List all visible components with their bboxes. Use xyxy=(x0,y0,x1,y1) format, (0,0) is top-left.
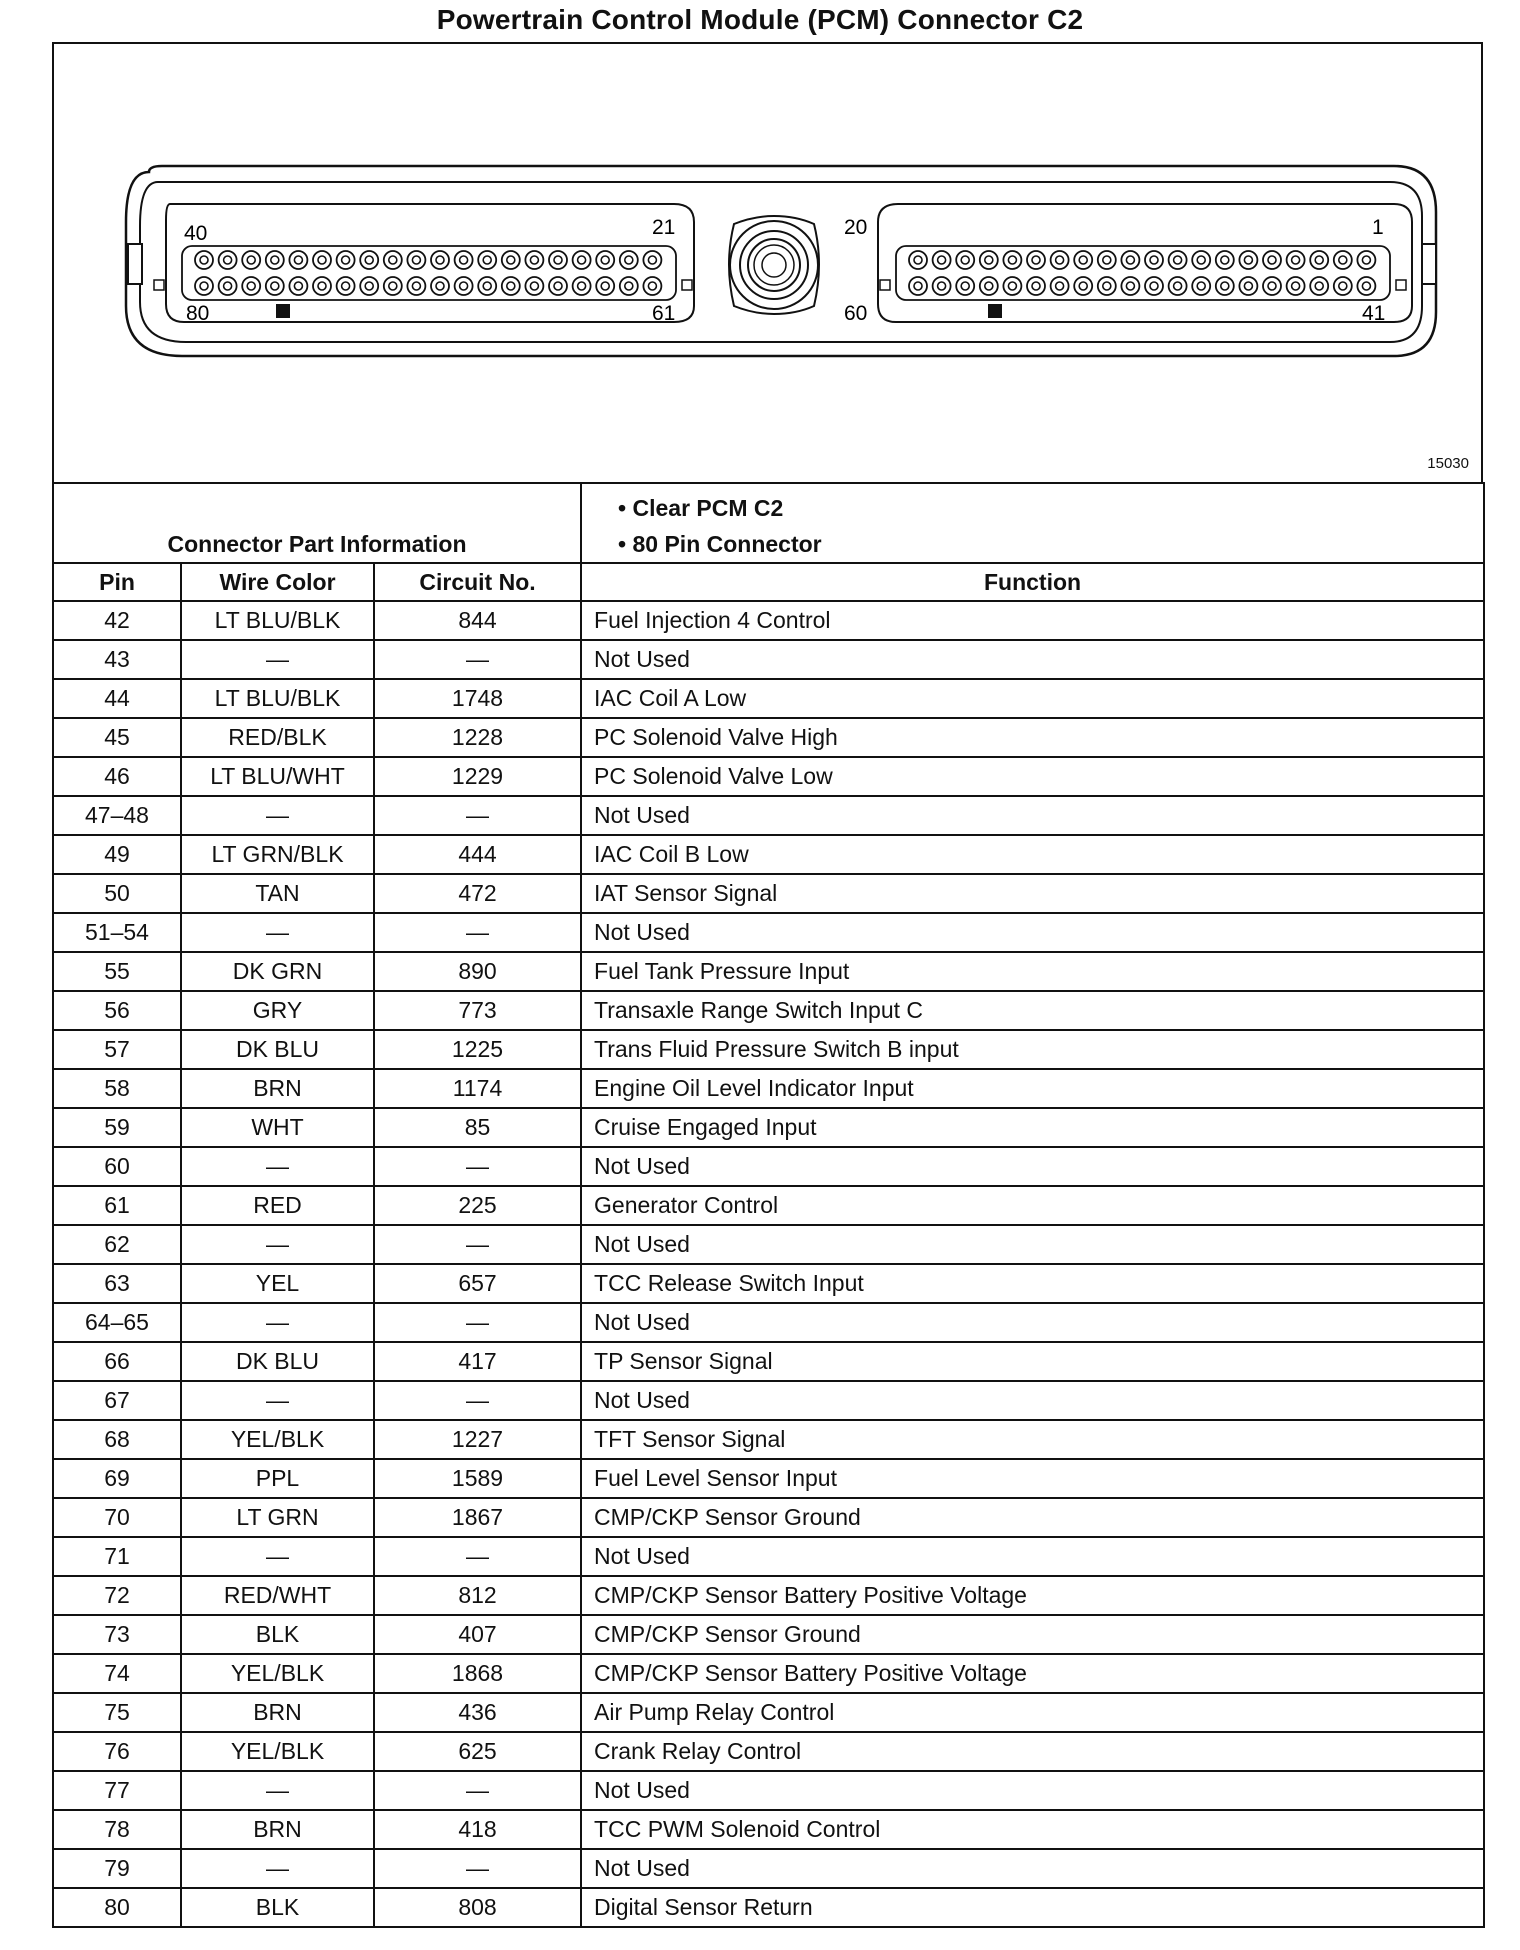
function-cell: CMP/CKP Sensor Battery Positive Voltage xyxy=(581,1654,1484,1693)
circuit-cell: 417 xyxy=(374,1342,581,1381)
table-row xyxy=(53,1069,1484,1108)
wire-color-cell: TAN xyxy=(181,874,374,913)
wire-color-cell: BRN xyxy=(181,1693,374,1732)
pin-label-20: 20 xyxy=(844,216,868,239)
pin-socket xyxy=(289,277,307,295)
function-cell: Cruise Engaged Input xyxy=(581,1108,1484,1147)
circuit-cell: 85 xyxy=(374,1108,581,1147)
pin-cell: 79 xyxy=(53,1849,181,1888)
pin-cell: 63 xyxy=(53,1264,181,1303)
circuit-cell: 1589 xyxy=(374,1459,581,1498)
pin-cell: 80 xyxy=(53,1888,181,1927)
right-latch-tab xyxy=(1422,244,1436,284)
pin-socket xyxy=(620,277,638,295)
function-cell: PC Solenoid Valve High xyxy=(581,718,1484,757)
pin-socket xyxy=(1263,251,1281,269)
function-cell: TCC PWM Solenoid Control xyxy=(581,1810,1484,1849)
pin-socket xyxy=(195,277,213,295)
pin-cell: 74 xyxy=(53,1654,181,1693)
pin-socket xyxy=(384,251,402,269)
center-bolt-ring xyxy=(740,231,808,299)
function-cell: IAC Coil A Low xyxy=(581,679,1484,718)
pin-socket xyxy=(1192,251,1210,269)
pin-cell: 72 xyxy=(53,1576,181,1615)
wire-color-cell: WHT xyxy=(181,1108,374,1147)
function-cell: Fuel Level Sensor Input xyxy=(581,1459,1484,1498)
circuit-cell: 844 xyxy=(374,601,581,640)
wire-color-cell: PPL xyxy=(181,1459,374,1498)
table-row xyxy=(53,952,1484,991)
table-row xyxy=(53,1264,1484,1303)
pin-cell: 70 xyxy=(53,1498,181,1537)
function-cell: PC Solenoid Valve Low xyxy=(581,757,1484,796)
table-row xyxy=(53,1186,1484,1225)
circuit-cell: — xyxy=(374,1381,581,1420)
function-cell: Trans Fluid Pressure Switch B input xyxy=(581,1030,1484,1069)
wire-color-cell: — xyxy=(181,1381,374,1420)
pin-cell: 51–54 xyxy=(53,913,181,952)
wire-color-cell: — xyxy=(181,1147,374,1186)
left-key-small-square-2 xyxy=(682,280,692,290)
pin-socket xyxy=(909,251,927,269)
function-cell: Not Used xyxy=(581,913,1484,952)
wire-color-cell: BRN xyxy=(181,1069,374,1108)
circuit-cell: — xyxy=(374,1303,581,1342)
pin-socket xyxy=(1334,251,1352,269)
wire-color-cell: — xyxy=(181,1849,374,1888)
circuit-cell: 812 xyxy=(374,1576,581,1615)
function-cell: Transaxle Range Switch Input C xyxy=(581,991,1484,1030)
pin-socket xyxy=(1145,251,1163,269)
pin-socket xyxy=(1051,251,1069,269)
left-pin-grid xyxy=(195,251,661,295)
function-cell: Fuel Tank Pressure Input xyxy=(581,952,1484,991)
pin-socket xyxy=(525,251,543,269)
wire-color-cell: LT GRN/BLK xyxy=(181,835,374,874)
function-cell: Not Used xyxy=(581,1849,1484,1888)
pin-socket xyxy=(1074,251,1092,269)
function-cell: Not Used xyxy=(581,1303,1484,1342)
bullet-item: • 80 Pin Connector xyxy=(618,531,822,557)
pin-socket xyxy=(219,277,237,295)
circuit-cell: 657 xyxy=(374,1264,581,1303)
pin-socket xyxy=(596,277,614,295)
circuit-cell: — xyxy=(374,1147,581,1186)
pin-socket xyxy=(1003,251,1021,269)
pin-cell: 62 xyxy=(53,1225,181,1264)
table-row xyxy=(53,913,1484,952)
wire-color-cell: RED/BLK xyxy=(181,718,374,757)
pin-label-40: 40 xyxy=(184,222,208,245)
function-cell: CMP/CKP Sensor Battery Positive Voltage xyxy=(581,1576,1484,1615)
function-cell: Not Used xyxy=(581,1537,1484,1576)
pin-label-41: 41 xyxy=(1362,302,1386,325)
pin-socket xyxy=(242,277,260,295)
wire-color-cell: — xyxy=(181,1225,374,1264)
pin-cell: 73 xyxy=(53,1615,181,1654)
pin-socket xyxy=(337,277,355,295)
pin-cell: 78 xyxy=(53,1810,181,1849)
right-index-marker xyxy=(988,304,1002,318)
function-cell: Engine Oil Level Indicator Input xyxy=(581,1069,1484,1108)
table-row xyxy=(53,874,1484,913)
pin-socket xyxy=(266,277,284,295)
table-row xyxy=(53,757,1484,796)
pin-socket xyxy=(1334,277,1352,295)
pin-socket xyxy=(933,277,951,295)
right-key-small-square xyxy=(880,280,890,290)
table-row xyxy=(53,1849,1484,1888)
table-row xyxy=(53,1654,1484,1693)
function-cell: CMP/CKP Sensor Ground xyxy=(581,1615,1484,1654)
wire-color-cell: BLK xyxy=(181,1615,374,1654)
pin-socket xyxy=(1098,277,1116,295)
circuit-cell: — xyxy=(374,1771,581,1810)
circuit-cell: 225 xyxy=(374,1186,581,1225)
function-cell: CMP/CKP Sensor Ground xyxy=(581,1498,1484,1537)
pin-socket xyxy=(360,251,378,269)
pin-socket xyxy=(1027,251,1045,269)
function-cell: Not Used xyxy=(581,640,1484,679)
circuit-cell: 1868 xyxy=(374,1654,581,1693)
table-row xyxy=(53,1459,1484,1498)
function-cell: Fuel Injection 4 Control xyxy=(581,601,1484,640)
circuit-cell: 444 xyxy=(374,835,581,874)
pin-socket xyxy=(455,277,473,295)
pin-socket xyxy=(1216,251,1234,269)
wire-color-cell: RED/WHT xyxy=(181,1576,374,1615)
circuit-cell: 1867 xyxy=(374,1498,581,1537)
bullet-text: 80 Pin Connector xyxy=(632,531,822,557)
circuit-cell: — xyxy=(374,1849,581,1888)
center-bolt-core xyxy=(762,253,786,277)
circuit-cell: — xyxy=(374,640,581,679)
pin-cell: 55 xyxy=(53,952,181,991)
circuit-cell: 1229 xyxy=(374,757,581,796)
pin-socket xyxy=(1310,277,1328,295)
wire-color-column-header: Wire Color xyxy=(181,563,374,601)
center-bolt-outer xyxy=(730,221,818,309)
wire-color-cell: BLK xyxy=(181,1888,374,1927)
pin-label-61: 61 xyxy=(652,302,676,325)
circuit-cell: 436 xyxy=(374,1693,581,1732)
wire-color-cell: — xyxy=(181,1771,374,1810)
table-row xyxy=(53,1303,1484,1342)
table-row xyxy=(53,1537,1484,1576)
pin-socket xyxy=(1145,277,1163,295)
function-cell: Air Pump Relay Control xyxy=(581,1693,1484,1732)
circuit-cell: 472 xyxy=(374,874,581,913)
table-row xyxy=(53,1615,1484,1654)
pin-socket xyxy=(384,277,402,295)
wire-color-cell: DK BLU xyxy=(181,1342,374,1381)
pin-label-60: 60 xyxy=(844,302,868,325)
pin-cell: 68 xyxy=(53,1420,181,1459)
pin-cell: 66 xyxy=(53,1342,181,1381)
pin-cell: 75 xyxy=(53,1693,181,1732)
pin-socket xyxy=(1357,277,1375,295)
circuit-cell: 1748 xyxy=(374,679,581,718)
wire-color-cell: RED xyxy=(181,1186,374,1225)
wire-color-cell: — xyxy=(181,796,374,835)
connector-face-diagram xyxy=(54,44,1481,484)
pin-cell: 76 xyxy=(53,1732,181,1771)
function-cell: Digital Sensor Return xyxy=(581,1888,1484,1927)
pin-socket xyxy=(242,251,260,269)
pin-socket xyxy=(502,251,520,269)
pin-cell: 59 xyxy=(53,1108,181,1147)
pin-socket xyxy=(313,251,331,269)
wire-color-cell: YEL/BLK xyxy=(181,1654,374,1693)
pin-socket xyxy=(549,251,567,269)
pin-socket xyxy=(1121,277,1139,295)
pin-cell: 50 xyxy=(53,874,181,913)
table-row xyxy=(53,1342,1484,1381)
circuit-cell: — xyxy=(374,913,581,952)
pin-socket xyxy=(1357,251,1375,269)
table-row xyxy=(53,1732,1484,1771)
pin-socket xyxy=(195,251,213,269)
pin-socket xyxy=(1239,277,1257,295)
pin-socket xyxy=(1169,277,1187,295)
pin-socket xyxy=(1003,277,1021,295)
wire-color-cell: — xyxy=(181,1537,374,1576)
wire-color-cell: DK GRN xyxy=(181,952,374,991)
circuit-cell: 625 xyxy=(374,1732,581,1771)
pin-cell: 43 xyxy=(53,640,181,679)
pin-socket xyxy=(596,251,614,269)
left-index-marker xyxy=(276,304,290,318)
pin-socket xyxy=(643,277,661,295)
right-pin-grid xyxy=(909,251,1375,295)
pin-socket xyxy=(933,251,951,269)
pin-socket xyxy=(549,277,567,295)
pin-socket xyxy=(1098,251,1116,269)
pin-socket xyxy=(478,251,496,269)
pin-cell: 61 xyxy=(53,1186,181,1225)
pin-cell: 42 xyxy=(53,601,181,640)
pin-socket xyxy=(1169,251,1187,269)
pin-label-1: 1 xyxy=(1372,216,1384,239)
wire-color-cell: — xyxy=(181,913,374,952)
table-row xyxy=(53,1771,1484,1810)
pin-cell: 47–48 xyxy=(53,796,181,835)
pin-socket xyxy=(1121,251,1139,269)
pin-socket xyxy=(980,251,998,269)
pin-socket xyxy=(289,251,307,269)
pin-socket xyxy=(1287,277,1305,295)
table-row xyxy=(53,1030,1484,1069)
function-cell: TCC Release Switch Input xyxy=(581,1264,1484,1303)
circuit-cell: 773 xyxy=(374,991,581,1030)
center-bolt-ring-3 xyxy=(754,245,794,285)
pin-label-21: 21 xyxy=(652,216,676,239)
pin-socket xyxy=(407,277,425,295)
table-row xyxy=(53,991,1484,1030)
table-row xyxy=(53,1810,1484,1849)
pin-cell: 49 xyxy=(53,835,181,874)
pin-cell: 60 xyxy=(53,1147,181,1186)
table-row xyxy=(53,1108,1484,1147)
pin-cell: 57 xyxy=(53,1030,181,1069)
function-cell: Not Used xyxy=(581,1225,1484,1264)
pin-cell: 64–65 xyxy=(53,1303,181,1342)
function-cell: Not Used xyxy=(581,1381,1484,1420)
wire-color-cell: — xyxy=(181,640,374,679)
pin-cell: 69 xyxy=(53,1459,181,1498)
pin-socket xyxy=(478,277,496,295)
circuit-cell: 1174 xyxy=(374,1069,581,1108)
wire-color-cell: LT GRN xyxy=(181,1498,374,1537)
function-column-header: Function xyxy=(581,563,1484,601)
pin-socket xyxy=(431,277,449,295)
wire-color-cell: BRN xyxy=(181,1810,374,1849)
connector-part-info-header: Connector Part Information xyxy=(53,483,581,563)
page-title: Powertrain Control Module (PCM) Connector C2 xyxy=(436,4,1084,35)
function-cell: IAT Sensor Signal xyxy=(581,874,1484,913)
circuit-cell: 1228 xyxy=(374,718,581,757)
pin-socket xyxy=(525,277,543,295)
table-row xyxy=(53,1693,1484,1732)
center-bolt-ring-2 xyxy=(748,239,800,291)
pin-cell: 45 xyxy=(53,718,181,757)
function-cell: Not Used xyxy=(581,796,1484,835)
wire-color-cell: LT BLU/BLK xyxy=(181,679,374,718)
pin-socket xyxy=(1287,251,1305,269)
table-row xyxy=(53,640,1484,679)
pin-socket xyxy=(1192,277,1210,295)
pin-socket xyxy=(1074,277,1092,295)
function-cell: Crank Relay Control xyxy=(581,1732,1484,1771)
circuit-cell: 808 xyxy=(374,1888,581,1927)
pin-cell: 56 xyxy=(53,991,181,1030)
pin-socket xyxy=(573,277,591,295)
pin-socket xyxy=(956,277,974,295)
pin-socket xyxy=(502,277,520,295)
pin-cell: 77 xyxy=(53,1771,181,1810)
table-row xyxy=(53,1498,1484,1537)
function-cell: TFT Sensor Signal xyxy=(581,1420,1484,1459)
circuit-cell: 890 xyxy=(374,952,581,991)
pin-socket xyxy=(337,251,355,269)
right-key-small-square-2 xyxy=(1396,280,1406,290)
table-row xyxy=(53,679,1484,718)
wire-color-cell: YEL/BLK xyxy=(181,1732,374,1771)
pin-socket xyxy=(956,251,974,269)
pin-socket xyxy=(1027,277,1045,295)
pin-socket xyxy=(620,251,638,269)
pin-socket xyxy=(407,251,425,269)
pin-socket xyxy=(1239,251,1257,269)
wire-color-cell: DK BLU xyxy=(181,1030,374,1069)
pin-socket xyxy=(909,277,927,295)
connector-diagram-frame xyxy=(52,42,1483,482)
table-row xyxy=(53,1420,1484,1459)
connector-bullets xyxy=(581,483,1484,563)
table-row xyxy=(53,1888,1484,1927)
function-cell: TP Sensor Signal xyxy=(581,1342,1484,1381)
figure-id-label: 15030 xyxy=(1427,455,1469,472)
pin-column-header: Pin xyxy=(53,563,181,601)
wire-color-cell: — xyxy=(181,1303,374,1342)
wire-color-cell: LT BLU/WHT xyxy=(181,757,374,796)
pin-socket xyxy=(266,251,284,269)
left-key-small-square xyxy=(154,280,164,290)
table-row xyxy=(53,718,1484,757)
wire-color-cell: LT BLU/BLK xyxy=(181,601,374,640)
pin-socket xyxy=(643,251,661,269)
bullet-item: • Clear PCM C2 xyxy=(618,495,784,521)
function-cell: Not Used xyxy=(581,1147,1484,1186)
wire-color-cell: YEL xyxy=(181,1264,374,1303)
pin-socket xyxy=(431,251,449,269)
bullet-text: Clear PCM C2 xyxy=(632,495,784,521)
pin-label-80: 80 xyxy=(186,302,210,325)
table-row xyxy=(53,796,1484,835)
circuit-cell: — xyxy=(374,1225,581,1264)
pin-socket xyxy=(1216,277,1234,295)
circuit-cell: 1225 xyxy=(374,1030,581,1069)
pin-socket xyxy=(455,251,473,269)
pin-socket xyxy=(573,251,591,269)
left-latch-tab xyxy=(128,244,142,284)
circuit-cell: 1227 xyxy=(374,1420,581,1459)
function-cell: Generator Control xyxy=(581,1186,1484,1225)
circuit-cell: — xyxy=(374,1537,581,1576)
table-row xyxy=(53,1576,1484,1615)
pin-cell: 44 xyxy=(53,679,181,718)
wire-color-cell: YEL/BLK xyxy=(181,1420,374,1459)
pin-socket xyxy=(219,251,237,269)
table-row xyxy=(53,601,1484,640)
circuit-column-header: Circuit No. xyxy=(374,563,581,601)
pin-socket xyxy=(1310,251,1328,269)
table-row xyxy=(53,1381,1484,1420)
connector-info-table xyxy=(52,482,1485,1928)
pin-cell: 71 xyxy=(53,1537,181,1576)
table-row xyxy=(53,1225,1484,1264)
pin-socket xyxy=(980,277,998,295)
pin-socket xyxy=(313,277,331,295)
function-cell: IAC Coil B Low xyxy=(581,835,1484,874)
pin-socket xyxy=(1263,277,1281,295)
function-cell: Not Used xyxy=(581,1771,1484,1810)
pin-socket xyxy=(1051,277,1069,295)
table-row xyxy=(53,1147,1484,1186)
pin-cell: 58 xyxy=(53,1069,181,1108)
table-row xyxy=(53,835,1484,874)
pin-cell: 46 xyxy=(53,757,181,796)
pin-cell: 67 xyxy=(53,1381,181,1420)
wire-color-cell: GRY xyxy=(181,991,374,1030)
circuit-cell: — xyxy=(374,796,581,835)
circuit-cell: 418 xyxy=(374,1810,581,1849)
circuit-cell: 407 xyxy=(374,1615,581,1654)
pin-socket xyxy=(360,277,378,295)
